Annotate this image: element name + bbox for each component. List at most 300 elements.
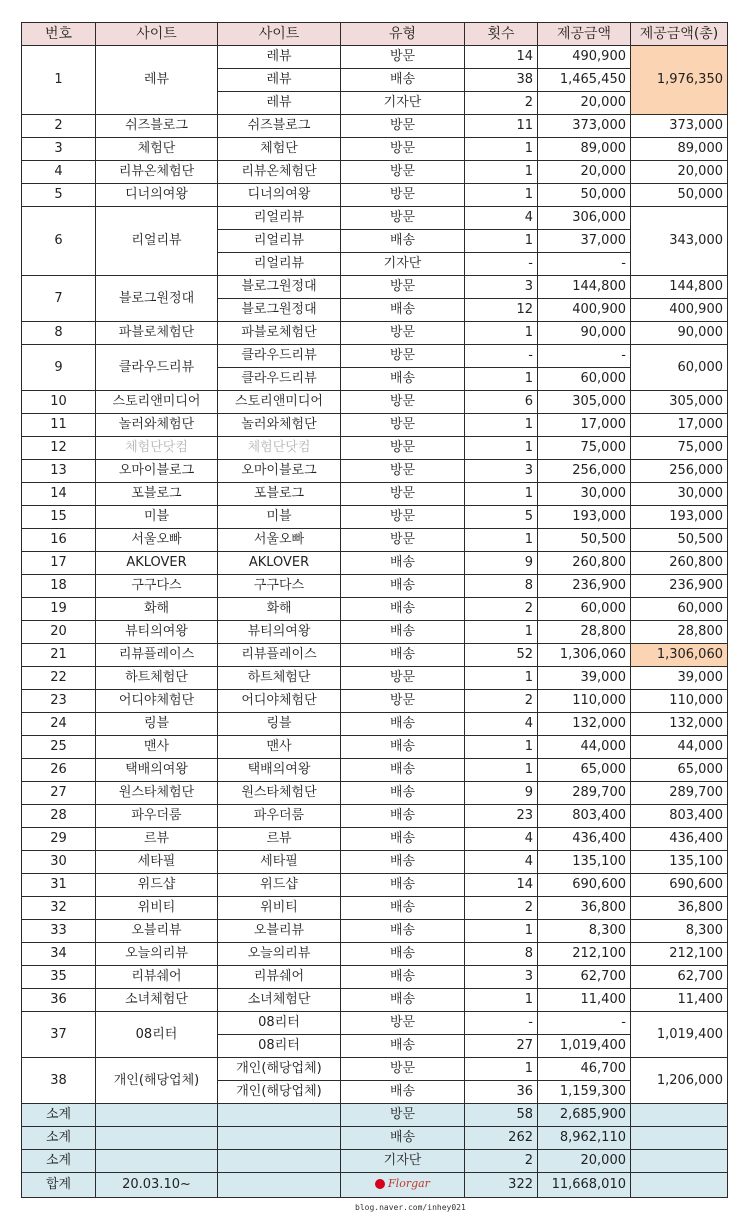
sub-site-name: 08리터 xyxy=(218,1012,341,1035)
type-cell: 배송 xyxy=(341,575,465,598)
count-cell: 8 xyxy=(465,575,538,598)
site-name: 파블로체험단 xyxy=(96,322,218,345)
site-name: 개인(해당업체) xyxy=(96,1058,218,1104)
site-name: 르뷰 xyxy=(96,828,218,851)
table-row xyxy=(22,621,728,644)
count-cell: 262 xyxy=(465,1127,538,1150)
row-number: 19 xyxy=(22,598,96,621)
count-cell: 8 xyxy=(465,943,538,966)
empty-cell xyxy=(96,1150,218,1173)
sub-site-name: 화해 xyxy=(218,598,341,621)
type-cell: 기자단 xyxy=(341,1150,465,1173)
table-row xyxy=(22,46,728,69)
site-name: AKLOVER xyxy=(96,552,218,575)
count-cell: 1 xyxy=(465,368,538,391)
type-cell: 방문 xyxy=(341,276,465,299)
count-cell: 4 xyxy=(465,851,538,874)
row-number: 9 xyxy=(22,345,96,391)
total-cell: 1,206,000 xyxy=(631,1058,728,1104)
table-row xyxy=(22,437,728,460)
sub-site-name: 개인(해당업체) xyxy=(218,1081,341,1104)
site-name: 오블리뷰 xyxy=(96,920,218,943)
row-number: 22 xyxy=(22,667,96,690)
total-cell: 36,800 xyxy=(631,897,728,920)
amount-cell: 212,100 xyxy=(538,943,631,966)
table-row xyxy=(22,506,728,529)
table-row xyxy=(22,736,728,759)
type-cell: 배송 xyxy=(341,805,465,828)
total-cell: 236,900 xyxy=(631,575,728,598)
sub-site-name: 체험단 xyxy=(218,138,341,161)
site-name: 파우더룸 xyxy=(96,805,218,828)
empty-cell xyxy=(218,1127,341,1150)
table-row xyxy=(22,529,728,552)
table-row xyxy=(22,1058,728,1081)
type-cell: 방문 xyxy=(341,529,465,552)
count-cell: 1 xyxy=(465,736,538,759)
amount-cell: 306,000 xyxy=(538,207,631,230)
table-row xyxy=(22,207,728,230)
amount-cell: 1,019,400 xyxy=(538,1035,631,1058)
amount-cell: 11,668,010 xyxy=(538,1173,631,1198)
site-name: 포블로그 xyxy=(96,483,218,506)
count-cell: - xyxy=(465,253,538,276)
table-row xyxy=(22,989,728,1012)
count-cell: 27 xyxy=(465,1035,538,1058)
header-cell: 제공금액(총) xyxy=(631,23,728,46)
amount-cell: 236,900 xyxy=(538,575,631,598)
grand-total-row xyxy=(22,1173,728,1198)
table-row xyxy=(22,483,728,506)
count-cell: 3 xyxy=(465,460,538,483)
row-number: 3 xyxy=(22,138,96,161)
total-cell: 30,000 xyxy=(631,483,728,506)
sub-site-name: 리얼리뷰 xyxy=(218,230,341,253)
type-cell: 배송 xyxy=(341,828,465,851)
amount-cell: 50,000 xyxy=(538,184,631,207)
type-cell: 방문 xyxy=(341,184,465,207)
count-cell: 2 xyxy=(465,598,538,621)
site-name: 놀러와체험단 xyxy=(96,414,218,437)
count-cell: 4 xyxy=(465,207,538,230)
amount-cell: 20,000 xyxy=(538,1150,631,1173)
count-cell: 52 xyxy=(465,644,538,667)
sub-site-name: 쉬즈블로그 xyxy=(218,115,341,138)
amount-cell: 20,000 xyxy=(538,161,631,184)
type-cell: 기자단 xyxy=(341,92,465,115)
row-number: 24 xyxy=(22,713,96,736)
header-cell: 사이트 xyxy=(96,23,218,46)
logo-cell xyxy=(341,1173,465,1198)
sub-site-name: 레뷰 xyxy=(218,69,341,92)
type-cell: 배송 xyxy=(341,230,465,253)
sub-site-name: 오블리뷰 xyxy=(218,920,341,943)
site-name: 레뷰 xyxy=(96,46,218,115)
count-cell: 1 xyxy=(465,759,538,782)
count-cell: 1 xyxy=(465,322,538,345)
site-name: 위비티 xyxy=(96,897,218,920)
row-number: 38 xyxy=(22,1058,96,1104)
sub-site-name: 맨사 xyxy=(218,736,341,759)
count-cell: 1 xyxy=(465,437,538,460)
table-row xyxy=(22,414,728,437)
sub-site-name: 링블 xyxy=(218,713,341,736)
total-cell: 305,000 xyxy=(631,391,728,414)
row-number: 27 xyxy=(22,782,96,805)
empty-cell xyxy=(96,1104,218,1127)
total-cell: 1,306,060 xyxy=(631,644,728,667)
subtotal-row xyxy=(22,1104,728,1127)
site-name: 클라우드리뷰 xyxy=(96,345,218,391)
type-cell: 방문 xyxy=(341,1012,465,1035)
count-cell: 9 xyxy=(465,782,538,805)
type-cell: 배송 xyxy=(341,69,465,92)
sub-site-name: 리뷰플레이스 xyxy=(218,644,341,667)
table-row xyxy=(22,276,728,299)
total-cell: 62,700 xyxy=(631,966,728,989)
amount-cell: - xyxy=(538,253,631,276)
count-cell: 2 xyxy=(465,92,538,115)
sub-site-name: 세타필 xyxy=(218,851,341,874)
sub-site-name: 르뷰 xyxy=(218,828,341,851)
type-cell: 배송 xyxy=(341,1035,465,1058)
type-cell: 방문 xyxy=(341,414,465,437)
row-number: 20 xyxy=(22,621,96,644)
count-cell: 1 xyxy=(465,529,538,552)
empty-cell xyxy=(96,1127,218,1150)
type-cell: 방문 xyxy=(341,667,465,690)
sub-site-name: 디너의여왕 xyxy=(218,184,341,207)
amount-cell: 90,000 xyxy=(538,322,631,345)
type-cell: 배송 xyxy=(341,989,465,1012)
total-cell: 803,400 xyxy=(631,805,728,828)
header-cell: 제공금액 xyxy=(538,23,631,46)
count-cell: 1 xyxy=(465,1058,538,1081)
amount-cell: 690,600 xyxy=(538,874,631,897)
row-number: 6 xyxy=(22,207,96,276)
row-number: 1 xyxy=(22,46,96,115)
count-cell: 3 xyxy=(465,966,538,989)
type-cell: 방문 xyxy=(341,506,465,529)
site-name: 구구다스 xyxy=(96,575,218,598)
type-cell: 배송 xyxy=(341,759,465,782)
sub-site-name: 서울오빠 xyxy=(218,529,341,552)
sub-site-name: 포블로그 xyxy=(218,483,341,506)
amount-cell: 1,306,060 xyxy=(538,644,631,667)
type-cell: 배송 xyxy=(341,851,465,874)
table-row xyxy=(22,345,728,368)
table-row xyxy=(22,1012,728,1035)
sub-site-name: 리얼리뷰 xyxy=(218,253,341,276)
total-cell: 8,300 xyxy=(631,920,728,943)
type-cell: 배송 xyxy=(341,943,465,966)
row-number: 8 xyxy=(22,322,96,345)
site-name: 스토리앤미디어 xyxy=(96,391,218,414)
amount-cell: 289,700 xyxy=(538,782,631,805)
amount-cell: 65,000 xyxy=(538,759,631,782)
table-row xyxy=(22,322,728,345)
subtotal-label: 소계 xyxy=(22,1104,96,1127)
amount-cell: 37,000 xyxy=(538,230,631,253)
table-row xyxy=(22,391,728,414)
row-number: 18 xyxy=(22,575,96,598)
amount-cell: 17,000 xyxy=(538,414,631,437)
site-name: 리뷰쉐어 xyxy=(96,966,218,989)
count-cell: 1 xyxy=(465,621,538,644)
amount-cell: 46,700 xyxy=(538,1058,631,1081)
amount-cell: 8,962,110 xyxy=(538,1127,631,1150)
site-name: 쉬즈블로그 xyxy=(96,115,218,138)
count-cell: 12 xyxy=(465,299,538,322)
row-number: 2 xyxy=(22,115,96,138)
table-body xyxy=(22,46,728,1198)
amount-cell: 2,685,900 xyxy=(538,1104,631,1127)
total-cell: 436,400 xyxy=(631,828,728,851)
type-cell: 배송 xyxy=(341,621,465,644)
amount-cell: 373,000 xyxy=(538,115,631,138)
site-name: 원스타체험단 xyxy=(96,782,218,805)
amount-cell: 400,900 xyxy=(538,299,631,322)
sub-site-name: 레뷰 xyxy=(218,46,341,69)
type-cell: 배송 xyxy=(341,299,465,322)
row-number: 34 xyxy=(22,943,96,966)
sub-site-name: 리뷰쉐어 xyxy=(218,966,341,989)
type-cell: 배송 xyxy=(341,713,465,736)
type-cell: 배송 xyxy=(341,736,465,759)
type-cell: 방문 xyxy=(341,161,465,184)
amount-cell: 1,159,300 xyxy=(538,1081,631,1104)
count-cell: 9 xyxy=(465,552,538,575)
sub-site-name: 파우더룸 xyxy=(218,805,341,828)
amount-cell: 39,000 xyxy=(538,667,631,690)
flower-icon xyxy=(375,1179,385,1189)
type-cell: 방문 xyxy=(341,1058,465,1081)
grand-total-label: 합계 xyxy=(22,1173,96,1198)
sub-site-name: 개인(해당업체) xyxy=(218,1058,341,1081)
site-name: 소녀체험단 xyxy=(96,989,218,1012)
count-cell: 1 xyxy=(465,414,538,437)
type-cell: 방문 xyxy=(341,345,465,368)
amount-cell: 20,000 xyxy=(538,92,631,115)
total-cell: 135,100 xyxy=(631,851,728,874)
sub-site-name: 블로그원정대 xyxy=(218,276,341,299)
type-cell: 방문 xyxy=(341,460,465,483)
count-cell: 11 xyxy=(465,115,538,138)
amount-cell: 50,500 xyxy=(538,529,631,552)
total-cell: 193,000 xyxy=(631,506,728,529)
count-cell: 1 xyxy=(465,989,538,1012)
count-cell: 36 xyxy=(465,1081,538,1104)
sub-site-name: 놀러와체험단 xyxy=(218,414,341,437)
row-number: 37 xyxy=(22,1012,96,1058)
site-name: 택배의여왕 xyxy=(96,759,218,782)
total-cell: 1,976,350 xyxy=(631,46,728,115)
blog-url: blog.naver.com/inhey021 xyxy=(355,1203,466,1212)
site-name: 체험단닷컴 xyxy=(96,437,218,460)
row-number: 12 xyxy=(22,437,96,460)
total-cell: 90,000 xyxy=(631,322,728,345)
table-row xyxy=(22,943,728,966)
sub-site-name: 체험단닷컴 xyxy=(218,437,341,460)
subtotal-label: 소계 xyxy=(22,1150,96,1173)
amount-cell: 193,000 xyxy=(538,506,631,529)
site-name: 서울오빠 xyxy=(96,529,218,552)
sub-site-name: 오마이블로그 xyxy=(218,460,341,483)
total-cell: 50,000 xyxy=(631,184,728,207)
empty-cell xyxy=(631,1127,728,1150)
row-number: 28 xyxy=(22,805,96,828)
header-cell: 횟수 xyxy=(465,23,538,46)
site-name: 리뷰플레이스 xyxy=(96,644,218,667)
count-cell: 4 xyxy=(465,828,538,851)
amount-cell: 89,000 xyxy=(538,138,631,161)
total-cell: 110,000 xyxy=(631,690,728,713)
amount-cell: 30,000 xyxy=(538,483,631,506)
type-cell: 방문 xyxy=(341,138,465,161)
empty-cell xyxy=(218,1150,341,1173)
header-cell: 유형 xyxy=(341,23,465,46)
sub-site-name: 리얼리뷰 xyxy=(218,207,341,230)
type-cell: 배송 xyxy=(341,874,465,897)
count-cell: 2 xyxy=(465,690,538,713)
amount-cell: - xyxy=(538,345,631,368)
table-row xyxy=(22,690,728,713)
count-cell: 1 xyxy=(465,184,538,207)
empty-cell xyxy=(218,1173,341,1198)
row-number: 26 xyxy=(22,759,96,782)
type-cell: 방문 xyxy=(341,322,465,345)
row-number: 36 xyxy=(22,989,96,1012)
amount-cell: 1,465,450 xyxy=(538,69,631,92)
total-cell: 212,100 xyxy=(631,943,728,966)
count-cell: 1 xyxy=(465,230,538,253)
total-cell: 343,000 xyxy=(631,207,728,276)
header-cell: 사이트 xyxy=(218,23,341,46)
site-name: 디너의여왕 xyxy=(96,184,218,207)
site-name: 뷰티의여왕 xyxy=(96,621,218,644)
table-row xyxy=(22,667,728,690)
count-cell: 1 xyxy=(465,161,538,184)
table-row xyxy=(22,115,728,138)
total-cell: 75,000 xyxy=(631,437,728,460)
table-row xyxy=(22,575,728,598)
sub-site-name: 리뷰온체험단 xyxy=(218,161,341,184)
type-cell: 배송 xyxy=(341,368,465,391)
amount-cell: 144,800 xyxy=(538,276,631,299)
count-cell: 58 xyxy=(465,1104,538,1127)
row-number: 31 xyxy=(22,874,96,897)
table-row xyxy=(22,598,728,621)
amount-cell: 436,400 xyxy=(538,828,631,851)
total-cell: 373,000 xyxy=(631,115,728,138)
total-cell: 50,500 xyxy=(631,529,728,552)
site-name: 미블 xyxy=(96,506,218,529)
type-cell: 방문 xyxy=(341,483,465,506)
table-row xyxy=(22,759,728,782)
campaign-table xyxy=(21,22,728,1198)
table-row xyxy=(22,184,728,207)
amount-cell: 110,000 xyxy=(538,690,631,713)
count-cell: - xyxy=(465,1012,538,1035)
row-number: 23 xyxy=(22,690,96,713)
sub-site-name: 블로그원정대 xyxy=(218,299,341,322)
total-cell: 400,900 xyxy=(631,299,728,322)
amount-cell: 62,700 xyxy=(538,966,631,989)
table-row xyxy=(22,897,728,920)
sub-site-name: 원스타체험단 xyxy=(218,782,341,805)
sub-site-name: 소녀체험단 xyxy=(218,989,341,1012)
empty-cell xyxy=(218,1104,341,1127)
total-cell: 60,000 xyxy=(631,345,728,391)
type-cell: 방문 xyxy=(341,207,465,230)
row-number: 17 xyxy=(22,552,96,575)
amount-cell: 60,000 xyxy=(538,598,631,621)
period-start-date: 20.03.10~ xyxy=(96,1173,218,1198)
row-number: 32 xyxy=(22,897,96,920)
total-cell: 65,000 xyxy=(631,759,728,782)
header-cell: 번호 xyxy=(22,23,96,46)
empty-cell xyxy=(631,1173,728,1198)
site-name: 세타필 xyxy=(96,851,218,874)
site-name: 오늘의리뷰 xyxy=(96,943,218,966)
total-cell: 39,000 xyxy=(631,667,728,690)
total-cell: 44,000 xyxy=(631,736,728,759)
type-cell: 배송 xyxy=(341,966,465,989)
site-name: 하트체험단 xyxy=(96,667,218,690)
row-number: 25 xyxy=(22,736,96,759)
table-row xyxy=(22,644,728,667)
amount-cell: 28,800 xyxy=(538,621,631,644)
amount-cell: 305,000 xyxy=(538,391,631,414)
count-cell: 4 xyxy=(465,713,538,736)
total-cell: 690,600 xyxy=(631,874,728,897)
amount-cell: - xyxy=(538,1012,631,1035)
row-number: 13 xyxy=(22,460,96,483)
type-cell: 방문 xyxy=(341,46,465,69)
total-cell: 1,019,400 xyxy=(631,1012,728,1058)
type-cell: 배송 xyxy=(341,897,465,920)
count-cell: 1 xyxy=(465,920,538,943)
type-cell: 배송 xyxy=(341,644,465,667)
amount-cell: 11,400 xyxy=(538,989,631,1012)
sub-site-name: 미블 xyxy=(218,506,341,529)
table-row xyxy=(22,851,728,874)
count-cell: 6 xyxy=(465,391,538,414)
row-number: 10 xyxy=(22,391,96,414)
total-cell: 289,700 xyxy=(631,782,728,805)
type-cell: 방문 xyxy=(341,391,465,414)
total-cell: 132,000 xyxy=(631,713,728,736)
sub-site-name: 구구다스 xyxy=(218,575,341,598)
count-cell: 1 xyxy=(465,483,538,506)
count-cell: 5 xyxy=(465,506,538,529)
sub-site-name: 하트체험단 xyxy=(218,667,341,690)
count-cell: 38 xyxy=(465,69,538,92)
table-row xyxy=(22,920,728,943)
site-name: 리뷰온체험단 xyxy=(96,161,218,184)
count-cell: 322 xyxy=(465,1173,538,1198)
amount-cell: 803,400 xyxy=(538,805,631,828)
table-row xyxy=(22,828,728,851)
type-cell: 배송 xyxy=(341,782,465,805)
count-cell: 2 xyxy=(465,1150,538,1173)
total-cell: 260,800 xyxy=(631,552,728,575)
empty-cell xyxy=(631,1150,728,1173)
count-cell: 14 xyxy=(465,46,538,69)
total-cell: 28,800 xyxy=(631,621,728,644)
type-cell: 방문 xyxy=(341,690,465,713)
row-number: 21 xyxy=(22,644,96,667)
